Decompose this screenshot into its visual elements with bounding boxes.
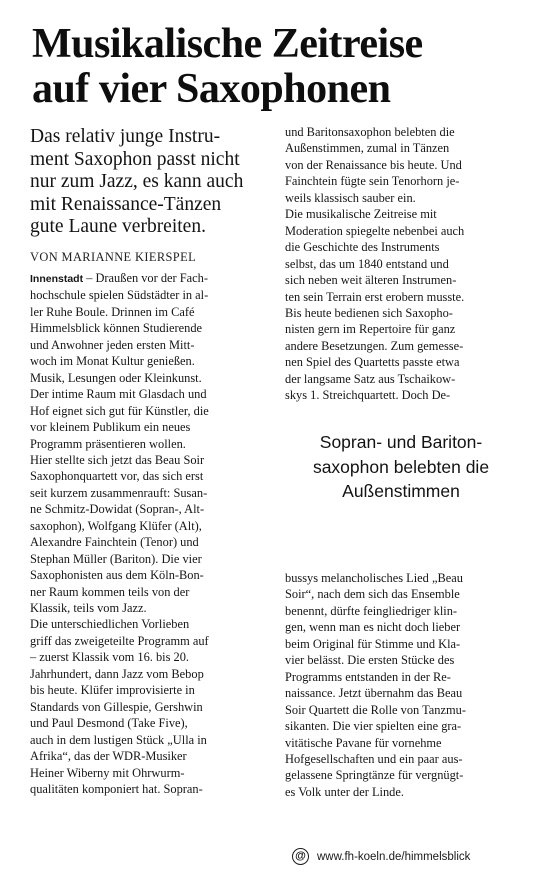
body-line-text: Der intime Raum mit Glasdach und: [30, 387, 207, 402]
body-line: [285, 206, 517, 222]
body-line-text: skys 1. Streichquartett. Doch De-: [285, 388, 451, 403]
body-line: [30, 337, 275, 353]
body-line-text: bis heute. Klüfer improvisierte in: [30, 683, 195, 698]
body-line: [30, 682, 275, 698]
body-line-text: saxophon), Wolfgang Klüfer (Alt),: [30, 518, 202, 533]
body-line: [285, 652, 517, 668]
body-line-text: Moderation spiegelte nebenbei auch: [285, 223, 465, 238]
article-subheading: [285, 430, 517, 504]
body-line: [30, 518, 275, 534]
body-line: [285, 669, 517, 685]
body-line: [30, 320, 275, 336]
body-line: [285, 603, 517, 619]
body-line: [30, 715, 275, 731]
body-line: [30, 567, 275, 583]
body-line: [285, 338, 517, 354]
lead-line: mit Renaissance-Tänzen: [30, 193, 222, 215]
body-line-text: griff das zweigeteilte Programm auf: [30, 633, 209, 648]
body-line: [30, 485, 275, 501]
body-line: [285, 718, 517, 734]
subhead-line: Sopran- und Bariton-: [319, 432, 483, 452]
body-line: [30, 699, 275, 715]
body-line: [30, 781, 275, 797]
body-line: [285, 387, 517, 403]
body-line-text: Programms entstanden in der Re-: [285, 669, 451, 684]
body-line-text: andere Besetzungen. Zum gemesse-: [285, 338, 464, 353]
body-line-text: Hofgesellschaften und ein paar aus-: [285, 751, 463, 766]
body-line-text: Standards von Gillespie, Gershwin: [30, 699, 203, 714]
body-line: [30, 501, 275, 517]
body-line-text: Die musikalische Zeitreise mit: [285, 207, 437, 222]
body-line-text: qualitäten komponiert hat. Sopran-: [30, 782, 203, 797]
body-line: [285, 767, 517, 783]
body-line-text: Die unterschiedlichen Vorlieben: [30, 617, 190, 632]
body-line: [285, 354, 517, 370]
body-line-text: ten sein Terrain erst erobern musste.: [285, 289, 465, 304]
body-line-text: seit kurzem zusammenrauft: Susan-: [30, 485, 208, 500]
body-line-text: nen Spiel des Quartetts passte etwa: [285, 355, 460, 370]
left-column: [30, 124, 275, 797]
body-line: [285, 157, 517, 173]
body-line: [285, 190, 517, 206]
body-line-text: Hof eignet sich gut für Künstler, die: [30, 403, 209, 418]
body-line: [30, 403, 275, 419]
body-line: [30, 436, 275, 452]
body-line: [285, 272, 517, 288]
body-line-text: die Geschichte des Instruments: [285, 240, 440, 255]
author-byline: VON MARIANNE KIERSPEL: [30, 249, 197, 264]
body-line: [285, 735, 517, 751]
body-line: [285, 140, 517, 156]
body-line: [285, 619, 517, 635]
body-line-text: selbst, das um 1840 entstand und: [285, 256, 449, 271]
body-line-text: gelassene Springtänze für vergnügt-: [285, 768, 464, 783]
headline-line-1: Musikalische Zeitreise: [32, 21, 423, 67]
body-line: [285, 223, 517, 239]
body-line: [30, 616, 275, 632]
body-line-text: Alexandre Fainchtein (Tenor) und: [30, 535, 199, 550]
body-line-text: vor kleinem Publikum ein neues: [30, 420, 191, 435]
body-line: [285, 256, 517, 272]
body-line: [30, 649, 275, 665]
dateline: Innenstadt: [30, 272, 84, 285]
body-line-text: hochschule spielen Südstädter in al-: [30, 288, 209, 303]
body-line: [285, 751, 517, 767]
body-line: [30, 732, 275, 748]
right-body-text-top: [285, 124, 517, 404]
lead-line: gute Laune verbreiten.: [30, 216, 206, 238]
body-line-text: Bis heute bedienen sich Saxopho-: [285, 305, 453, 320]
body-line-text: Programm präsentieren wollen.: [30, 436, 186, 451]
body-line: [30, 304, 275, 320]
body-line: [30, 419, 275, 435]
body-line-text: sich neben weit älteren Instrumen-: [285, 273, 457, 288]
body-line: [285, 685, 517, 701]
body-line: [30, 584, 275, 600]
body-line-text: Hier stellte sich jetzt das Beau Soir: [30, 452, 205, 467]
lead-line: nur zum Jazz, es kann auch: [30, 171, 244, 193]
body-line: [30, 353, 275, 369]
body-line: [30, 270, 275, 287]
body-line: [30, 551, 275, 567]
body-line-text: Soir Quartett die Rolle von Tanzmu-: [285, 702, 466, 717]
body-line: [30, 748, 275, 764]
body-line-text: ler Ruhe Boule. Drinnen im Café: [30, 304, 195, 319]
headline-line-2: auf vier Saxophonen: [32, 66, 391, 112]
body-line-text: Soir“, nach dem sich das Ensemble: [285, 587, 460, 602]
body-line-text: Musik, Lesungen oder Kleinkunst.: [30, 370, 202, 385]
body-line-text: auch in dem lustigen Stück „Ulla in: [30, 732, 207, 747]
body-line-text: vier belässt. Die ersten Stücke des: [285, 653, 455, 668]
body-line-text: ner Raum kommen teils von der: [30, 584, 190, 599]
body-line: [285, 586, 517, 602]
body-line-text: Saxophonquartett vor, das sich erst: [30, 469, 204, 484]
body-line-text: Saxophonisten aus dem Köln-Bon-: [30, 568, 204, 583]
body-line: [30, 386, 275, 402]
body-line-text: Afrika“, das der WDR-Musiker: [30, 749, 187, 764]
at-sign-icon: @: [292, 848, 309, 865]
body-line: [285, 239, 517, 255]
body-line: [285, 289, 517, 305]
body-line-text: es Volk unter der Linde.: [285, 784, 404, 799]
body-line-text: – zuerst Klassik vom 16. bis 20.: [30, 650, 190, 665]
body-line: [285, 305, 517, 321]
body-line-text: weils klassisch sauber ein.: [285, 190, 416, 205]
body-line: [30, 666, 275, 682]
body-line-text: und Baritonsaxophon belebten die: [285, 125, 455, 139]
body-line: [30, 370, 275, 386]
body-line-text: beim Original für Stimme und Kla-: [285, 636, 461, 651]
body-line: [285, 173, 517, 189]
body-line: [30, 287, 275, 303]
body-line-text: Außenstimmen, zumal in Tänzen: [285, 141, 450, 156]
body-line-text: und Anwohner jeden ersten Mitt-: [30, 337, 195, 352]
body-line-text: nisten gern im Repertoire für ganz: [285, 322, 456, 337]
web-url[interactable]: www.fh-koeln.de/himmelsblick: [317, 850, 471, 863]
body-line: [30, 452, 275, 468]
body-line: [285, 321, 517, 337]
subhead-line: Außenstimmen: [342, 481, 460, 501]
left-body-text: [30, 270, 275, 798]
body-line-text: sikanten. Die vier spielten eine gra-: [285, 719, 462, 734]
body-line: [285, 570, 517, 586]
right-body-text-bottom: [285, 570, 517, 800]
body-line: [285, 702, 517, 718]
body-line: [30, 633, 275, 649]
subhead-line: saxophon belebten die: [312, 456, 490, 477]
body-line-text: der langsame Satz aus Tschaikow-: [285, 371, 456, 386]
body-line-text: Heiner Wiberny mit Ohrwurm-: [30, 765, 185, 780]
web-reference: [286, 848, 518, 865]
body-line-text: naissance. Jetzt übernahm das Beau: [285, 686, 463, 701]
body-line-text: gen, wenn man es nicht doch lieber: [285, 620, 461, 635]
body-line-text: ne Schmitz-Dowidat (Sopran-, Alt-: [30, 502, 205, 517]
body-line-text: benennt, dürfte feingliedriger klin-: [285, 603, 458, 618]
body-line-text: Klassik, teils vom Jazz.: [30, 601, 147, 616]
body-line-text: woch im Monat Kultur genießen.: [30, 354, 195, 369]
body-line-text: Stephan Müller (Bariton). Die vier: [30, 551, 202, 566]
lead-line: Das relativ junge Instru-: [30, 126, 221, 147]
body-line: [285, 124, 517, 140]
body-line: [30, 534, 275, 550]
lead-line: ment Saxophon passt nicht: [30, 148, 240, 170]
body-line-text: bussys melancholisches Lied „Beau: [285, 571, 463, 585]
article-lead: [30, 126, 275, 239]
body-line-text: Fainchtein fügte sein Tenorhorn je-: [285, 174, 460, 189]
body-line-text: Jahrhundert, dann Jazz vom Bebop: [30, 666, 204, 681]
body-line: [285, 784, 517, 800]
body-line: [30, 468, 275, 484]
body-line: [30, 600, 275, 616]
body-line: [30, 765, 275, 781]
article-headline: [32, 22, 512, 112]
body-line: [285, 636, 517, 652]
body-line-text: Himmelsblick können Studierende: [30, 321, 203, 336]
body-line-text: – Draußen vor der Fach-: [83, 270, 208, 285]
body-line-text: und Paul Desmond (Take Five),: [30, 716, 188, 731]
body-line-text: von der Renaissance bis heute. Und: [285, 157, 462, 172]
body-line: [285, 371, 517, 387]
body-line-text: vitätische Pavane für vornehme: [285, 735, 442, 750]
